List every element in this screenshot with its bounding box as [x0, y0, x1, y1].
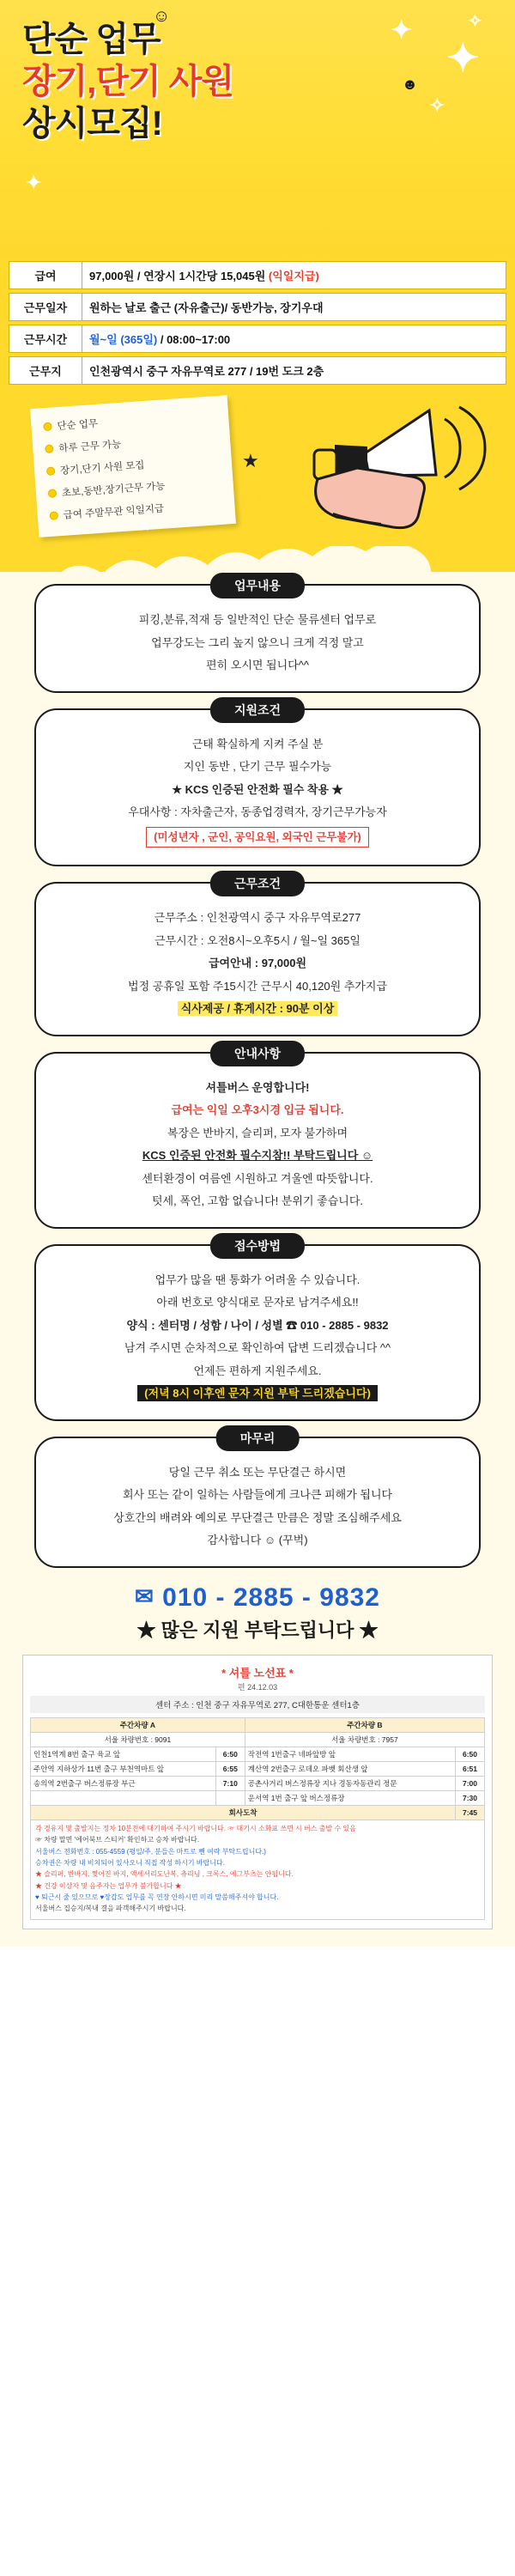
info-value-emphasis: 월~일 (365일)	[89, 333, 158, 346]
card-line: 감사합니다 ☺ (꾸벅)	[207, 1534, 308, 1547]
card-notice	[34, 1046, 481, 1229]
card-title: 접수방법	[210, 1233, 305, 1259]
star-icon: ★	[137, 517, 152, 534]
info-row-workdate	[9, 293, 506, 321]
info-value: 원하는 날로 출근 (자유출근)/ 동반가능, 장기우대	[82, 293, 506, 321]
card-line-form: 양식 : 센터명 / 성함 / 나이 / 성별 ☎ 010 - 2885 - 9832	[126, 1318, 389, 1332]
card-line	[52, 1102, 464, 1119]
card-line: 업무강도는 그리 높지 않으니 크게 걱정 말고	[151, 635, 364, 649]
stop-name: 공촌사거리 버스정류장 지나 경동자동관리 정문	[245, 1776, 455, 1790]
card-line: 남겨 주시면 순차적으로 확인하여 답변 드리겠습니다 ^^	[124, 1341, 391, 1355]
note-line: 서울버스 전화번호 : 055-4559 (평일/주, 분들은 마트로 뺀 여락 부탁드립니다.)	[35, 1847, 266, 1856]
info-row-pay	[9, 261, 506, 289]
card-line: 근무시간 : 오전8시~오후5시 / 월~일 365일	[154, 933, 360, 947]
info-label: 급여	[9, 261, 82, 289]
info-value: 인천광역시 중구 자유무역로 277 / 19번 도크 2층	[82, 356, 506, 385]
apply-callout: ★ 많은 지원 부탁드립니다 ★	[136, 1619, 379, 1641]
card-line: 급여안내 : 97,000원	[208, 957, 307, 970]
megaphone-illustration	[283, 393, 498, 548]
title-line-1: 단순 업무	[22, 21, 161, 58]
memo-item: 하루 근무 가능	[45, 430, 222, 456]
card-line: 편히 오시면 됩니다^^	[206, 659, 309, 671]
column-header: 주간차량 A	[31, 1717, 245, 1732]
stop-name	[31, 1790, 216, 1805]
card-line: 회사 또는 같이 일하는 사람들에게 크나큰 피해가 됩니다	[122, 1488, 393, 1502]
illustration-band	[0, 388, 515, 567]
note-line: ★ 슬리퍼, 반바지, 찢어진 바지, 액세서리도난복, 츄리닝 , 크록스, 에그부츠는 안됩니다.	[35, 1870, 294, 1879]
info-label: 근무일자	[9, 293, 82, 321]
table-row	[31, 1790, 485, 1805]
card-line: 센터환경이 여름엔 시원하고 겨울엔 따뜻합니다.	[142, 1171, 373, 1185]
card-job-description	[34, 579, 481, 693]
info-value	[82, 261, 506, 289]
stop-name: 운서역 1번 출구 앞 버스정류장	[245, 1790, 455, 1805]
note-line: ♥ 퇴근시 줄 있으므로 ♥장갑도 업무를 꼭 연장 안하시면 미리 말씀해주셔야 합니다.	[35, 1893, 279, 1902]
sparkle-icon: ✧	[429, 94, 445, 116]
sparkle-icon: ✦	[26, 172, 42, 193]
stop-time: 7:10	[215, 1776, 245, 1790]
stop-time: 7:30	[456, 1790, 485, 1805]
card-line: 복장은 반바지, 슬리퍼, 모자 불가하며	[167, 1126, 348, 1139]
bus-number: 서울 차량번호 : 7957	[245, 1732, 484, 1747]
info-row-location	[9, 356, 506, 385]
smiley-icon: ☻	[402, 76, 418, 93]
card-line: 셔틀버스 운영합니다!	[205, 1080, 310, 1094]
table-row	[31, 1761, 485, 1776]
card-line-emphasis: ★ KCS 인증된 안전화 필수 착용 ★	[172, 782, 343, 796]
stop-name: 인천1역계 8번 출구 육교 앞	[31, 1747, 216, 1761]
card-line-highlight: 식사제공 / 휴게시간 : 90분 이상	[178, 1001, 338, 1016]
card-line-emphasis: 급여는 익일 오후3시경 입금 됩니다.	[171, 1103, 344, 1117]
note-line: ☞ 차량 말면 '에어북브 스티커' 확인하고 승차 바랍니다.	[35, 1836, 200, 1844]
sparkle-icon: ✦	[446, 35, 480, 80]
title-line-3: 상시모집!	[22, 104, 162, 143]
contact-phone[interactable]	[0, 1583, 515, 1613]
arrival-time: 7:45	[456, 1805, 485, 1820]
shuttle-date: 편 24.12.03	[237, 1682, 278, 1692]
stop-time: 7:00	[456, 1776, 485, 1790]
memo-item: 급여 주말무관 익일지급	[49, 497, 227, 523]
restriction-badge: (미성년자 , 군인, 공익요원, 외국인 근무불가)	[146, 827, 368, 848]
note-line: ★ 건강 이상자 및 음주자는 업무가 불가합니다 ★	[35, 1881, 182, 1890]
card-line: 우대사항 : 자차출근자, 동종업경력자, 장기근무가능자	[128, 805, 387, 818]
stop-time: 6:51	[456, 1761, 485, 1776]
sparkle-icon: ✦	[391, 16, 413, 45]
stop-time	[215, 1790, 245, 1805]
info-label: 근무시간	[9, 325, 82, 353]
card-line: 피킹,분류,적재 등 일반적인 단순 물류센터 업무로	[138, 613, 377, 626]
card-line: 당일 근무 취소 또는 무단결근 하시면	[168, 1465, 347, 1479]
card-line: 아래 번호로 양식대로 문자로 남겨주세요!!	[156, 1296, 359, 1309]
card-line: 언제든 편하게 지원주세요.	[193, 1364, 322, 1377]
table-header-row	[31, 1717, 485, 1732]
info-value	[82, 325, 506, 353]
memo-note	[30, 395, 236, 538]
stop-name: 주안역 지하상가 11번 출구 부천역마트 앞	[31, 1761, 216, 1776]
column-header: 주간차량 B	[245, 1717, 484, 1732]
stop-name: 작전역 1번출구 네파앞방 앞	[245, 1747, 455, 1761]
card-title: 안내사항	[210, 1041, 305, 1066]
card-title: 지원조건	[210, 697, 305, 723]
memo-item: 초보,동반,장기근무 가능	[47, 475, 225, 501]
stop-name: 계산역 2번출구 로데오 파벳 회산생 앞	[245, 1761, 455, 1776]
page-title	[22, 19, 233, 144]
shuttle-title: * 셔틀 노선표 *	[221, 1666, 294, 1680]
card-closing	[34, 1431, 481, 1568]
star-icon: ★	[242, 450, 259, 471]
shuttle-schedule	[22, 1655, 493, 1929]
info-label: 근무지	[9, 356, 82, 385]
card-line-highlight: (저녁 8시 이후엔 문자 지원 부탁 드리겠습니다)	[137, 1385, 378, 1401]
table-row	[31, 1776, 485, 1790]
title-line-2: 장기,단기 사원	[22, 62, 234, 100]
mail-icon: ✉	[135, 1583, 154, 1609]
card-work-conditions	[34, 877, 481, 1036]
content-body	[0, 572, 515, 1947]
note-line: 각 경유지 및 출발지는 정차 10분전에 대기하여 주시기 바랍니다. ☞ 대기시 소화표 쓰면 시 버스 출발 수 있음	[35, 1824, 356, 1832]
stop-name: 송의역 2번출구 버스정류장 부근	[31, 1776, 216, 1790]
sparkle-icon: ✧	[468, 12, 482, 31]
card-title: 업무내용	[210, 573, 305, 598]
info-row-worktime	[9, 325, 506, 353]
table-row	[31, 1732, 485, 1747]
bus-number: 서울 차량번호 : 9091	[31, 1732, 245, 1747]
info-value-text: / 08:00~17:00	[157, 333, 231, 346]
card-how-to-apply	[34, 1238, 481, 1421]
card-title: 마무리	[216, 1425, 300, 1451]
note-line: 서울버스 집승지/복내 결을 파객해주시기 바랍니다.	[35, 1905, 186, 1913]
shuttle-address: 센터 주소 : 인천 중구 자유무역로 277, C대한통운 센터1층	[30, 1696, 485, 1713]
shuttle-notes	[30, 1820, 485, 1920]
card-line: 상호간의 배려와 예의로 무단결근 만큼은 정말 조심해주세요	[113, 1510, 402, 1524]
memo-item: 장기,단기 사원 모집	[46, 453, 224, 478]
memo-item: 단순 업무	[43, 408, 221, 434]
phone-number[interactable]: 010 - 2885 - 9832	[162, 1583, 380, 1612]
stop-time: 6:50	[215, 1747, 245, 1761]
arrival-label: 회사도착	[31, 1805, 456, 1820]
card-line-emphasis: KCS 인증된 안전화 필수지참!! 부탁드립니다 ☺	[142, 1149, 373, 1163]
card-line: 근무주소 : 인천광역시 중구 자유무역로277	[154, 911, 361, 925]
card-title: 근무조건	[210, 871, 305, 896]
info-value-emphasis: (익일지급)	[268, 270, 319, 283]
card-line: 법정 공휴일 포함 주15시간 근무시 40,120원 추가지급	[128, 979, 387, 993]
stop-time: 6:50	[456, 1747, 485, 1761]
table-row-arrival	[31, 1805, 485, 1820]
card-line: 업무가 많을 땐 통화가 어려울 수 있습니다.	[154, 1273, 360, 1286]
info-value-text: 97,000원 / 연장시 1시간당 15,045원	[89, 270, 266, 283]
note-line: 승차권은 차량 내 비치되어 있사오니 직접 작성 하시기 바랍니다.	[35, 1858, 225, 1867]
card-line: 근태 확실하게 지켜 주실 분	[191, 737, 324, 750]
hero-banner	[0, 0, 515, 258]
card-line: 지인 동반 , 단기 근무 필수가능	[183, 760, 332, 773]
job-info-table	[0, 258, 515, 398]
card-line: 텃세, 폭언, 고함 없습니다! 분위기 좋습니다.	[152, 1194, 363, 1208]
card-requirements	[34, 702, 481, 867]
shuttle-table	[30, 1717, 485, 1820]
table-row	[31, 1747, 485, 1761]
smiley-icon: ☺	[153, 7, 171, 26]
stop-time: 6:55	[215, 1761, 245, 1776]
